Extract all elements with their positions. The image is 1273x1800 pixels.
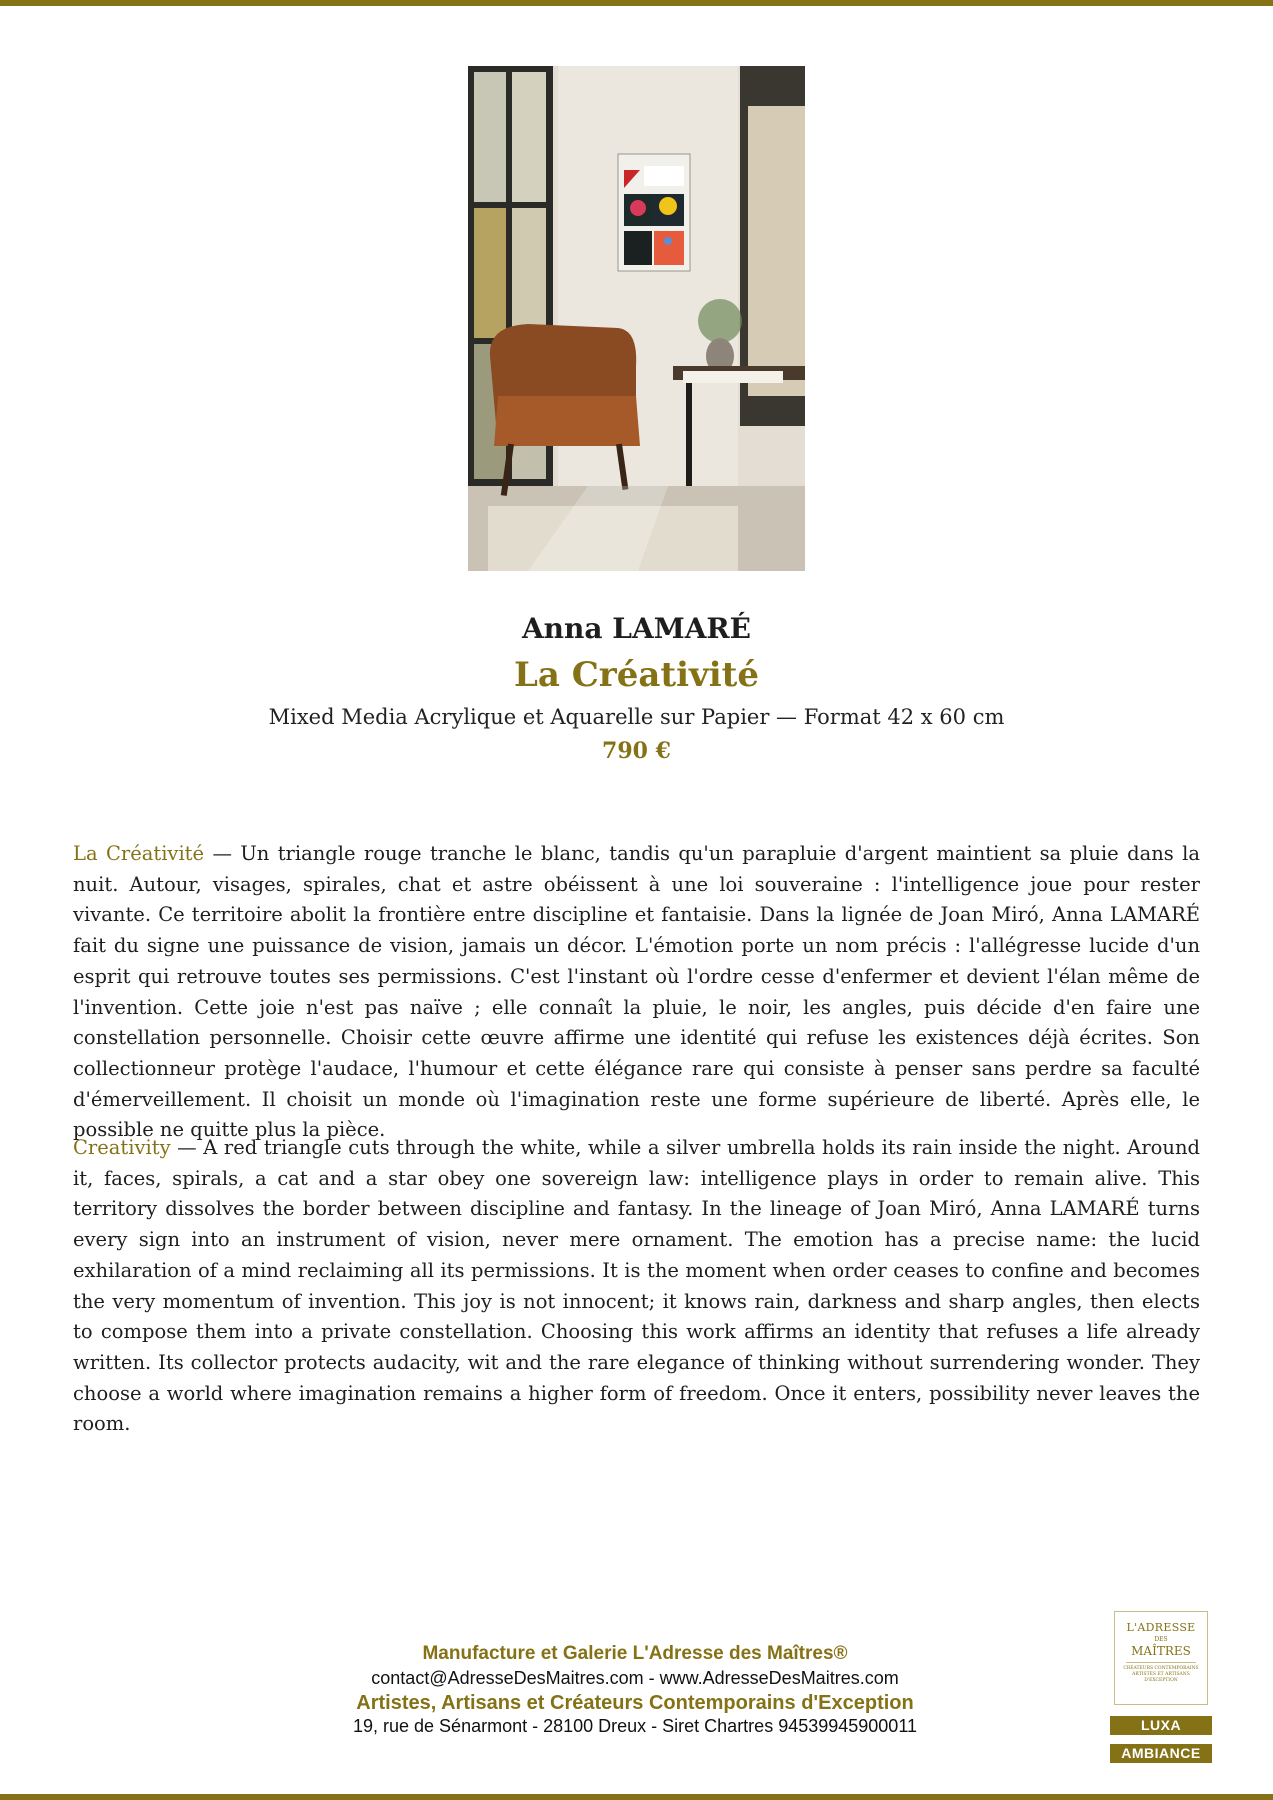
footer-gallery-name: Manufacture et Galerie L'Adresse des Maîtres®	[422, 1643, 848, 1664]
footer-contact: contact@AdresseDesMaitres.com - www.AdresseDesMaitres.com	[371, 1668, 899, 1688]
logo-line-4: CRÉATEURS CONTEMPORAINS ARTISTES ET ARTISANS D'EXCEPTION	[1123, 1666, 1199, 1683]
artwork-room-photo	[468, 66, 805, 571]
artwork-medium: Mixed Media Acrylique et Aquarelle sur Papier — Format 42 x 60 cm	[268, 705, 1005, 729]
artwork-price: 790 €	[602, 738, 671, 764]
description-french	[73, 839, 1200, 1146]
description-english-text: — A red triangle cuts through the white, while a silver umbrella holds its rain inside the night. Around it, faces, spirals, a cat and a star obey one sovereign law: intelligence plays in order to remain alive. This territory dissolves the border between discipline and fantasy. In the lineage of Joan Miró, Anna LAMARÉ turns every sign into an instrument of vision, never mere ornament. The emotion has a precise name: the lucid exhilaration of a mind reclaiming all its permissions. It is the moment when order ceases to confine and becomes the very momentum of invention. This joy is not innocent; it knows rain, darkness and sharp angles, then elects to compose them into a private constellation. Choosing this work affirms an identity that refuses a life already written. Its collector protects audacity, wit and the rare elegance of thinking without surrendering wonder. They choose a world where imagination remains a higher form of freedom. Once it enters, possibility never leaves the room.	[73, 1136, 1200, 1436]
logo-divider	[1126, 1662, 1196, 1663]
footer-address: 19, rue de Sénarmont - 28100 Dreux - Siret Chartres 94539945900011	[352, 1716, 918, 1736]
logo-line-2: DES	[1154, 1636, 1168, 1643]
footer-tagline: Artistes, Artisans et Créateurs Contemporains d'Exception	[356, 1692, 914, 1714]
tag-ambiance: AMBIANCE	[1110, 1744, 1212, 1763]
artwork-title: La Créativité	[513, 655, 760, 695]
description-french-text: — Un triangle rouge tranche le blanc, tandis qu'un parapluie d'argent maintient sa pluie dans la nuit. Autour, visages, spirales, chat et astre obéissent à une loi souveraine : l'intelligence joue pour rester vivante. Ce territoire abolit la frontière entre discipline et fantaisie. Dans la lignée de Joan Miró, Anna LAMARÉ fait du signe une puissance de vision, jamais un décor. L'émotion porte un nom précis : l'allégresse lucide d'un esprit qui retrouve toutes ses permissions. C'est l'instant où l'ordre cesse d'enfermer et devient l'élan même de l'invention. Cette joie n'est pas naïve ; elle connaît la pluie, le noir, les angles, puis décide d'en faire une constellation personnelle. Choisir cette œuvre affirme une identité qui refuse les existences déjà écrites. Son collectionneur protège l'audace, l'humour et cette élégance rare qui consiste à penser sans perdre sa faculté d'émerveillement. Il choisit un monde où l'imagination reste une forme supérieure de liberté. Après elle, le possible ne quitte plus la pièce.	[73, 842, 1201, 1142]
description-french-lead: La Créativité	[73, 842, 205, 865]
description-english-lead: Creativity	[73, 1136, 171, 1159]
gallery-logo	[1114, 1611, 1208, 1705]
bottom-accent-bar	[0, 1794, 1273, 1800]
top-accent-bar	[0, 0, 1273, 6]
logo-line-1: L'ADRESSE	[1126, 1621, 1196, 1634]
logo-line-3: MAÎTRES	[1131, 1644, 1191, 1658]
artist-name: Anna LAMARÉ	[521, 612, 752, 645]
tag-luxa: LUXA	[1110, 1716, 1212, 1735]
description-english	[73, 1133, 1200, 1440]
